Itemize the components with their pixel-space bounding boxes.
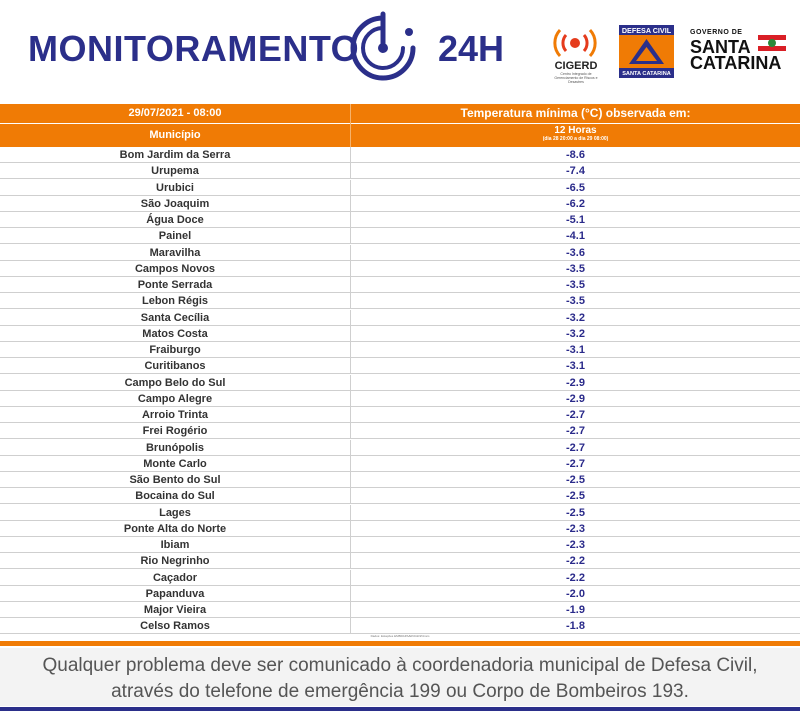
- temperature-cell: -2.3: [566, 539, 585, 551]
- table-title: Temperatura mínima (°C) observada em:: [460, 106, 691, 120]
- temperature-cell: -7.4: [566, 165, 585, 178]
- table-header-columns: [0, 124, 800, 147]
- notice-box: [0, 648, 800, 706]
- municipio-cell: Campo Alegre: [137, 392, 213, 405]
- table-row: [0, 326, 800, 342]
- temperature-cell: -6.2: [566, 197, 585, 210]
- temperature-cell: -5.1: [566, 214, 585, 226]
- notice-line-2: através do telefone de emergência 199 ou Corpo de Bombeiros 193.: [111, 681, 689, 702]
- col-municipio: Município: [149, 129, 201, 141]
- municipio-cell: Lages: [159, 506, 191, 519]
- temperature-cell: -3.5: [566, 295, 585, 308]
- municipio-cell: Campos Novos: [134, 262, 216, 275]
- temperature-cell: -3.1: [566, 360, 585, 373]
- municipio-cell: Lebon Régis: [141, 295, 208, 308]
- table-row: [0, 293, 800, 309]
- table-row: [0, 147, 800, 163]
- municipio-cell: Rio Negrinho: [140, 555, 210, 568]
- col-period-sub: (dia 28 20:00 a dia 29 08:00): [542, 136, 609, 142]
- municipio-cell: Ibiam: [160, 539, 190, 551]
- table-row: [0, 212, 800, 228]
- municipio-cell: Santa Cecília: [140, 311, 210, 324]
- defesa-bottom-text: SANTA CATARINA: [622, 71, 671, 77]
- gov-line2-text: CATARINA: [690, 53, 782, 73]
- table-row: [0, 196, 800, 212]
- municipio-cell: Bom Jardim da Serra: [119, 149, 231, 161]
- municipio-cell: Água Doce: [146, 214, 204, 226]
- temperature-cell: -2.5: [566, 474, 585, 486]
- table-row: [0, 505, 800, 521]
- temperature-cell: -2.7: [566, 409, 585, 421]
- municipio-cell: Arroio Trinta: [141, 409, 208, 421]
- table-row: [0, 521, 800, 537]
- table-row: [0, 261, 800, 277]
- datetime-label: 29/07/2021 - 08:00: [128, 107, 222, 119]
- notice-line-1: Qualquer problema deve ser comunicado à coordenadoria municipal de Defesa Civil,: [42, 655, 758, 676]
- municipio-cell: São Joaquim: [140, 197, 210, 210]
- municipio-cell: Curitibanos: [144, 360, 206, 373]
- table-header-top: [0, 104, 800, 123]
- temperature-cell: -2.2: [566, 555, 585, 568]
- sc-flag-icon: [758, 35, 786, 51]
- temperature-cell: -3.6: [566, 246, 585, 259]
- municipio-cell: Campo Belo do Sul: [124, 376, 226, 389]
- temperature-cell: -2.7: [566, 441, 585, 454]
- table-row: [0, 472, 800, 488]
- municipio-cell: Caçador: [152, 571, 198, 584]
- table-row: [0, 391, 800, 407]
- municipio-cell: Ponte Alta do Norte: [123, 522, 227, 535]
- table-row: [0, 618, 800, 634]
- table-row: [0, 310, 800, 326]
- temperature-cell: -2.9: [566, 392, 585, 405]
- table-row: [0, 375, 800, 391]
- table-row: [0, 342, 800, 358]
- orange-divider: [0, 641, 800, 646]
- municipio-cell: Frei Rogério: [142, 425, 208, 438]
- table-row: [0, 537, 800, 553]
- table-row: [0, 570, 800, 586]
- municipio-cell: Painel: [158, 230, 192, 243]
- temperature-cell: -2.5: [566, 490, 585, 503]
- brand-24h: 24H: [438, 28, 505, 69]
- col-period: 12 Horas: [554, 125, 597, 136]
- table-row: [0, 553, 800, 569]
- temperature-cell: -6.5: [566, 181, 585, 194]
- municipio-cell: Celso Ramos: [140, 620, 210, 633]
- municipio-cell: Urubici: [156, 181, 194, 194]
- table-row: [0, 245, 800, 261]
- table-row: [0, 277, 800, 293]
- source-note: Dados: Estações EMBRAPA/EPAGRI/Ciram: [370, 634, 430, 638]
- municipio-cell: Major Vieira: [143, 604, 207, 616]
- municipio-cell: São Bento do Sul: [129, 474, 221, 486]
- table-row: [0, 456, 800, 472]
- temperature-cell: -2.0: [566, 587, 585, 600]
- municipio-cell: Ponte Serrada: [137, 279, 213, 291]
- table-row: [0, 358, 800, 374]
- table-row: [0, 407, 800, 423]
- table-row: [0, 602, 800, 618]
- temperature-cell: -2.9: [566, 376, 585, 389]
- temperature-cell: -2.7: [566, 425, 585, 438]
- table-row: [0, 163, 800, 179]
- defesa-civil-emblem-icon: [619, 25, 674, 78]
- defesa-top-text: DEFESA CIVIL: [621, 26, 672, 35]
- table-row: [0, 586, 800, 602]
- temperature-cell: -3.1: [566, 344, 585, 356]
- monitor-radar-icon: [343, 8, 423, 88]
- municipio-cell: Maravilha: [149, 246, 201, 259]
- governo-sc-logo: [690, 29, 786, 73]
- table-row: [0, 228, 800, 244]
- brand-title: MONITORAMENTO: [28, 28, 360, 69]
- municipio-cell: Matos Costa: [142, 327, 208, 340]
- table-row: [0, 440, 800, 456]
- municipio-cell: Urupema: [151, 165, 199, 178]
- gov-line1-text: SANTA: [690, 37, 751, 57]
- municipio-cell: Bocaina do Sul: [135, 490, 215, 503]
- temperature-cell: -3.2: [566, 311, 585, 324]
- blue-divider: [0, 707, 800, 711]
- gov-small-text: GOVERNO DE: [690, 29, 743, 36]
- municipio-cell: Fraiburgo: [149, 344, 201, 356]
- temperature-cell: -3.5: [566, 279, 585, 291]
- table-row: [0, 423, 800, 439]
- header-divider: [350, 104, 351, 147]
- temperature-cell: -3.5: [566, 262, 585, 275]
- temperature-cell: -2.2: [566, 571, 585, 584]
- temperature-cell: -2.5: [566, 506, 585, 519]
- temperature-cell: -2.7: [566, 457, 585, 470]
- municipio-cell: Brunópolis: [145, 441, 205, 454]
- temperature-cell: -2.3: [566, 522, 585, 535]
- cigerd-label: CIGERD: [554, 60, 598, 72]
- page-header: [0, 0, 800, 104]
- municipio-cell: Papanduva: [145, 587, 205, 600]
- temperature-cell: -8.6: [566, 149, 585, 161]
- table-row: [0, 488, 800, 504]
- temperature-cell: -4.1: [566, 230, 585, 243]
- temperature-cell: -3.2: [566, 327, 585, 340]
- municipio-cell: Monte Carlo: [143, 457, 207, 470]
- temperature-cell: -1.9: [566, 604, 585, 616]
- temperature-cell: -1.8: [566, 620, 585, 633]
- cigerd-sublabel: Centro Integrado de Gerenciamento de Riscos e Desastres: [554, 72, 598, 84]
- table-row: [0, 180, 800, 196]
